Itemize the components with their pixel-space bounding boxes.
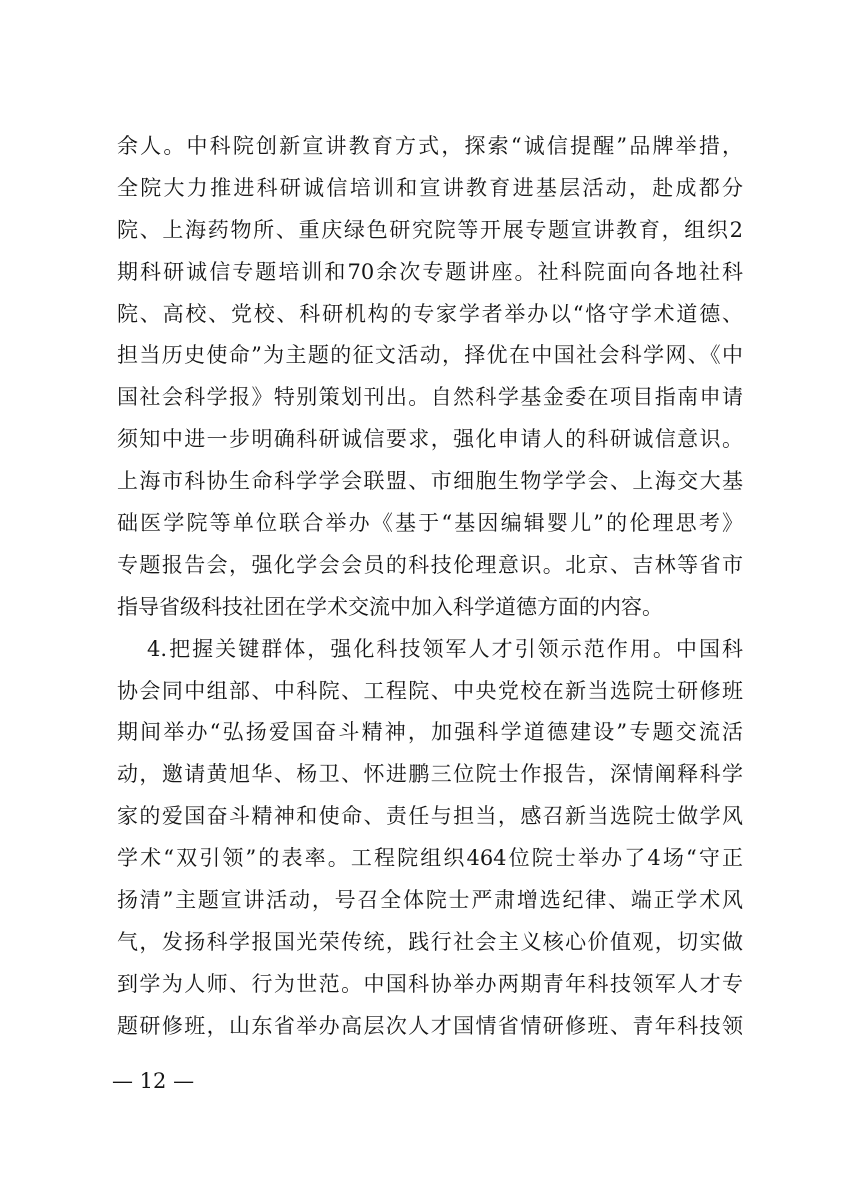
text-line: 气，发扬科学报国光荣传统，践行社会主义核心价值观，切实做 [117, 929, 743, 954]
text-line: 指导省级科技社团在学术交流中加入科学道德方面的内容。 [117, 594, 663, 619]
text-line: 到学为人师、行为世范。中国科协举办两期青年科技领军人才专 [117, 971, 743, 996]
text-line: 国社会科学报》特别策划刊出。自然科学基金委在项目指南申请 [117, 385, 743, 410]
text-line: 期科研诚信专题培训和70余次专题讲座。社科院面向各地社科 [117, 259, 743, 284]
text-line: 期间举办“弘扬爱国奋斗精神，加强科学道德建设”专题交流活 [117, 720, 743, 745]
text-line: 扬清”主题宣讲活动，号召全体院士严肃增选纪律、端正学术风 [117, 888, 743, 913]
text-line: 家的爱国奋斗精神和使命、责任与担当，感召新当选院士做学风 [117, 804, 743, 829]
text-line: 院、高校、党校、科研机构的专家学者举办以“恪守学术道德、 [117, 301, 743, 326]
section-heading-line: 4.把握关键群体，强化科技领军人才引领示范作用。中国科 [147, 636, 743, 661]
paragraph-continuation [117, 126, 743, 629]
text-line: 题研修班，山东省举办高层次人才国情省情研修班、青年科技领 [117, 1013, 743, 1038]
text-line: 上海市科协生命科学学会联盟、市细胞生物学学会、上海交大基 [117, 469, 743, 494]
text-line: 协会同中组部、中科院、工程院、中央党校在新当选院士研修班 [117, 678, 743, 703]
text-line: 专题报告会，强化学会会员的科技伦理意识。北京、吉林等省市 [117, 552, 743, 577]
text-line: 担当历史使命”为主题的征文活动，择优在中国社会科学网、《中 [117, 343, 743, 368]
text-line: 院、上海药物所、重庆绿色研究院等开展专题宣讲教育，组织2 [117, 217, 743, 242]
text-line: 动，邀请黄旭华、杨卫、怀进鹏三位院士作报告，深情阐释科学 [117, 762, 743, 787]
page-number: — 12 — [112, 1069, 195, 1093]
paragraph-section-4 [117, 629, 743, 1048]
text-line: 学术“双引领”的表率。工程院组织464位院士举办了4场“守正 [117, 846, 743, 871]
text-line: 全院大力推进科研诚信培训和宣讲教育进基层活动，赴成都分 [117, 175, 743, 200]
text-line: 须知中进一步明确科研诚信要求，强化申请人的科研诚信意识。 [117, 427, 743, 452]
text-line: 础医学院等单位联合举办《基于“基因编辑婴儿”的伦理思考》 [117, 511, 743, 536]
text-line: 余人。中科院创新宣讲教育方式，探索“诚信提醒”品牌举措， [117, 134, 743, 158]
body-text [117, 126, 743, 1048]
